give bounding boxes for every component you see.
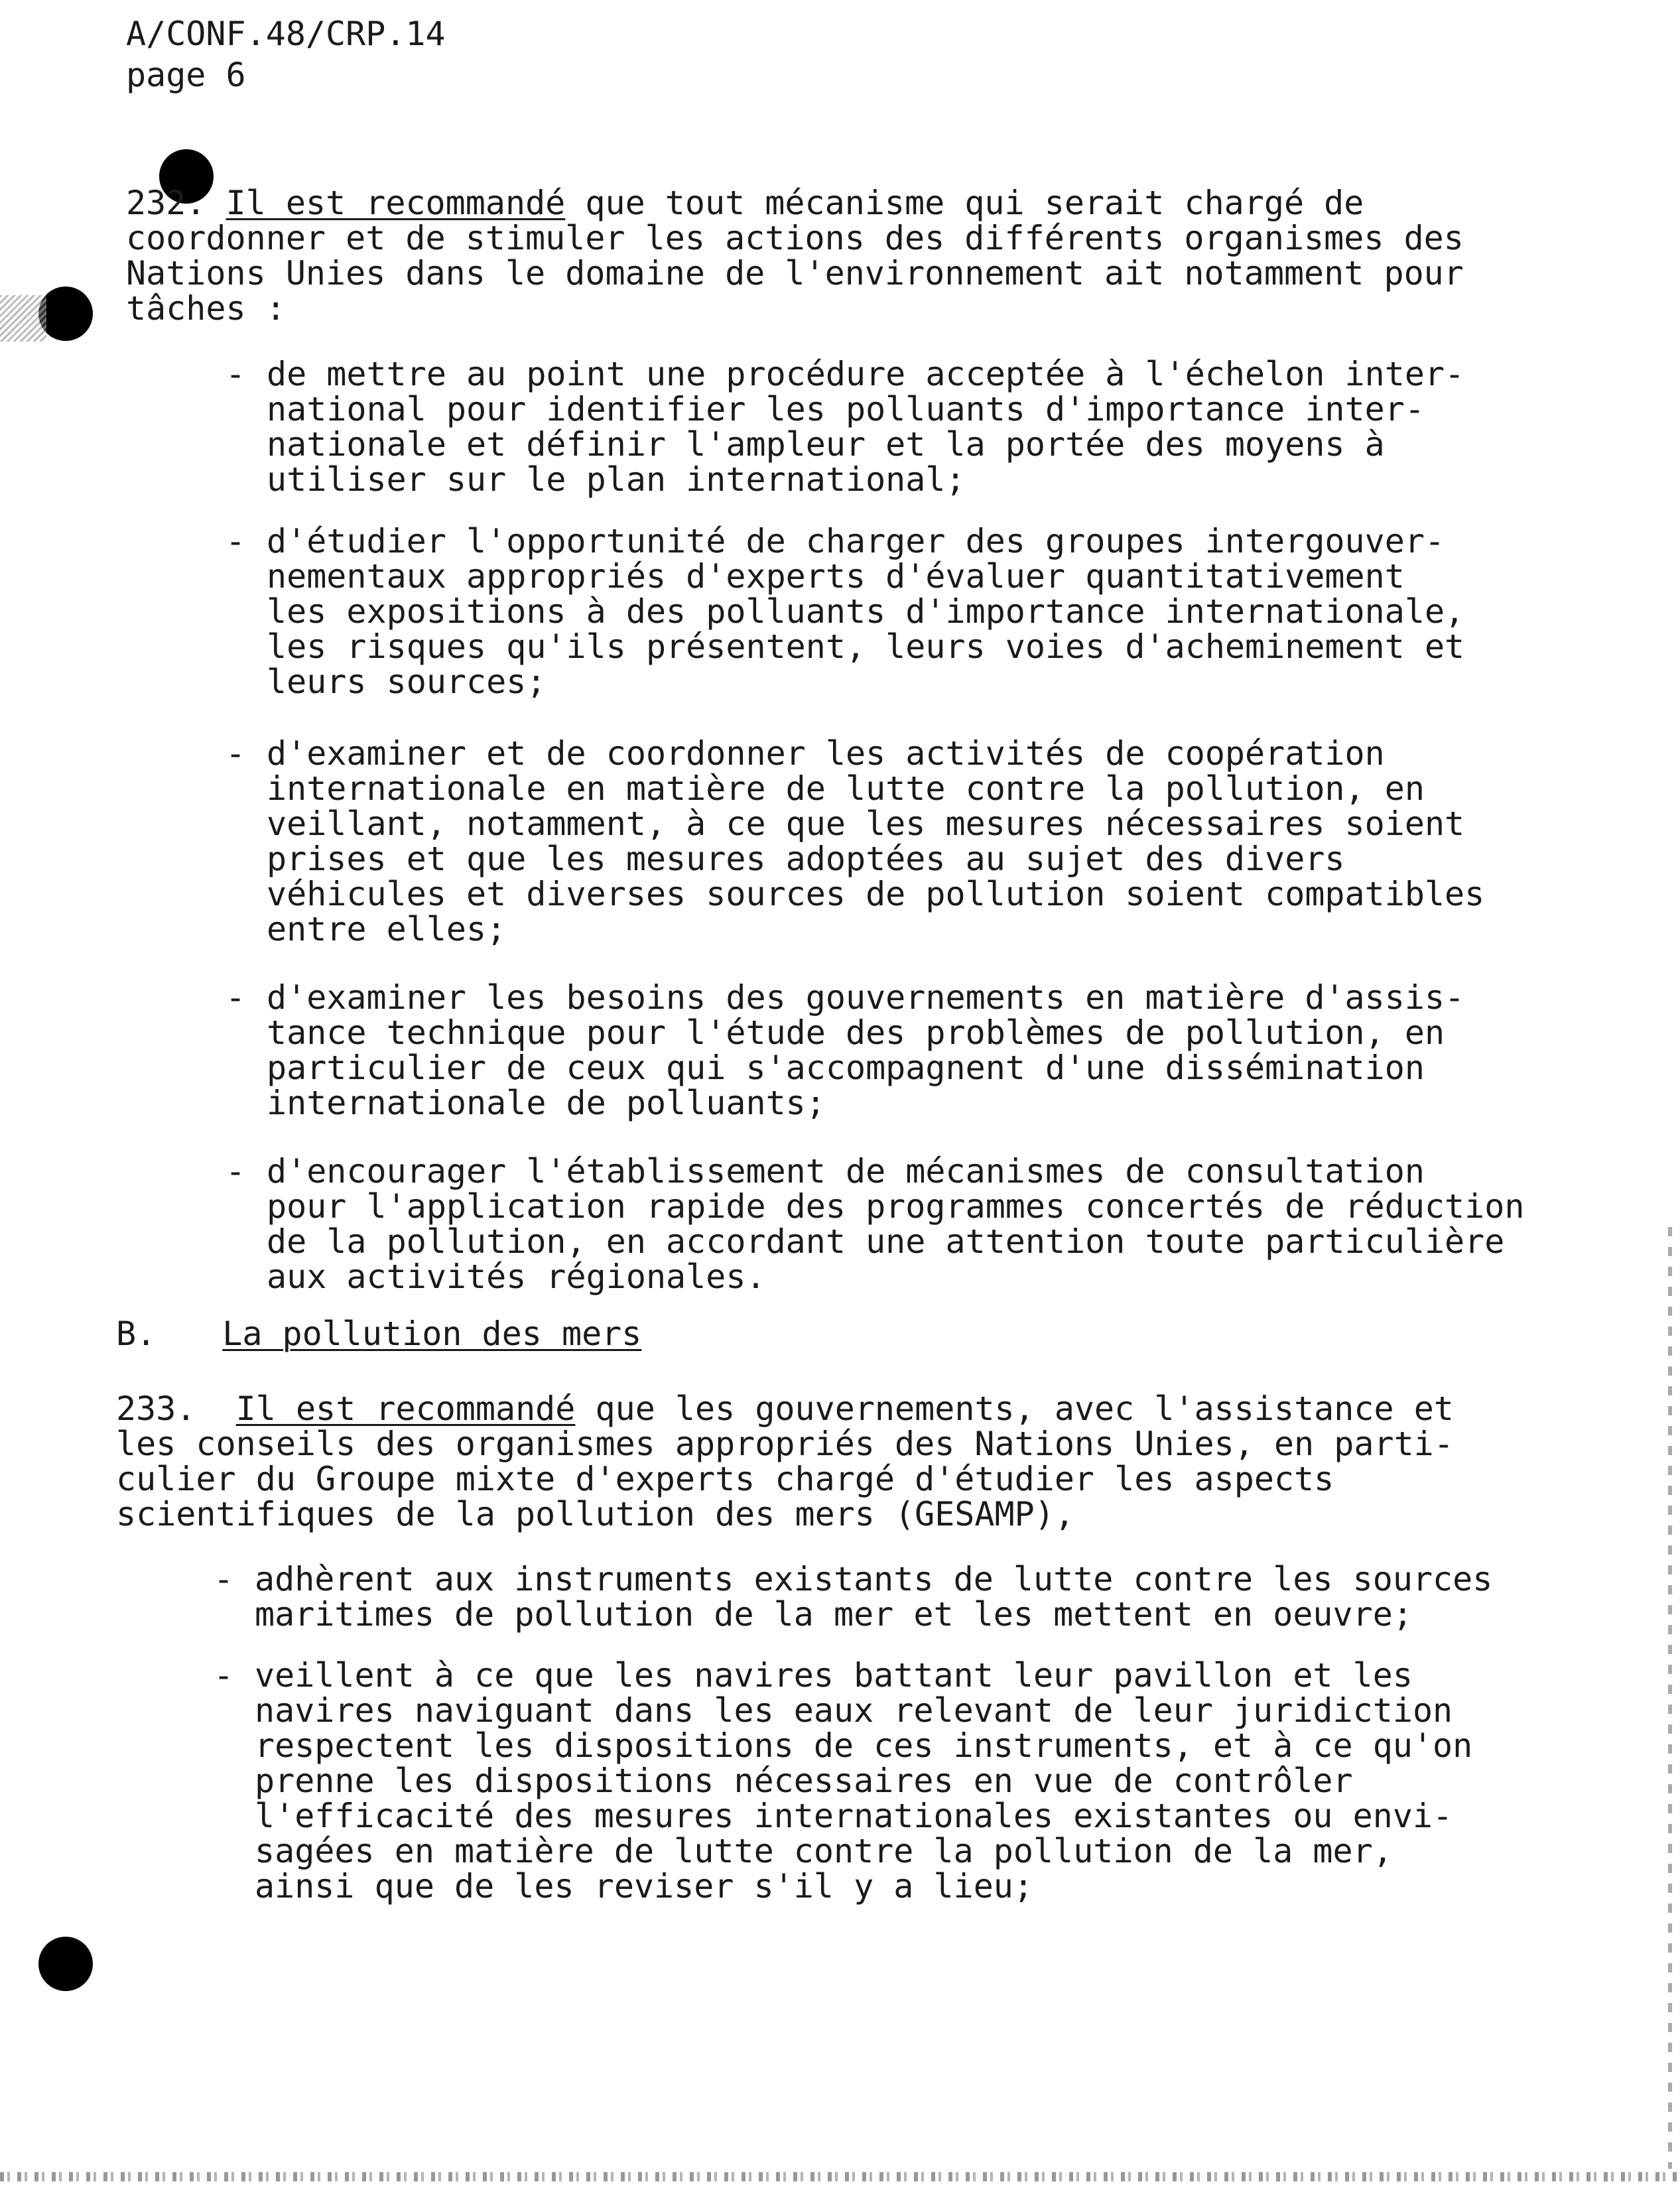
punch-hole-middle xyxy=(38,287,93,341)
list-dash: - xyxy=(226,355,246,393)
paragraph-232-line-2: coordonner et de stimuler les actions des différents organismes des xyxy=(126,219,1464,257)
list-item-232-b: - d'étudier l'opportunité de charger des groupes intergouver- nementaux appropriés d'experts d'évaluer quantitativement les expositions à des polluants d'importance internationale, les risques qu'ils présentent, leurs voies d'acheminement et leurs sources; xyxy=(226,522,1465,701)
scan-bottom-artifact xyxy=(0,2172,1680,2181)
document-header xyxy=(126,13,446,96)
paragraph-232-line-4: tâches : xyxy=(126,289,286,328)
section-letter: B. xyxy=(116,1315,157,1353)
list-item-233-b: - veillent à ce que les navires battant leur pavillon et les navires naviguant dans les eaux relevant de leur juridiction respectent les dispositions de ces instruments, et à ce qu'on prenne les dispositions nécessaires en vue de contrôler l'efficacité des mesures internationales existantes ou envi- sagées en matière de lutte contre la pollution de la mer, ainsi que de les reviser s'il y a lieu; xyxy=(214,1656,1473,1905)
paragraph-232-lead: Il est recommandé xyxy=(226,184,566,222)
list-dash: - xyxy=(226,1152,246,1191)
section-b-heading xyxy=(116,1317,641,1352)
scan-edge-artifact xyxy=(1668,1227,1672,2169)
paragraph-233-line-2: les conseils des organismes appropriés des Nations Unies, en parti- xyxy=(116,1425,1454,1463)
paragraph-233-lead: Il est recommandé xyxy=(235,1389,576,1428)
paragraph-232-number: 232. xyxy=(126,184,206,222)
paragraph-233-line-1: 233. Il est recommandé que les gouvernements, avec l'assistance et xyxy=(116,1389,1454,1428)
list-dash: - xyxy=(226,734,246,773)
list-item-232-e: - d'encourager l'établissement de mécanismes de consultation pour l'application rapide des programmes concertés de réduction de la pollution, en accordant une attention toute particulière aux activités régionales. xyxy=(226,1152,1525,1296)
page-number: page 6 xyxy=(126,56,246,94)
punch-hole-bottom xyxy=(38,1937,93,1991)
list-item-233-a: - adhèrent aux instruments existants de lutte contre les sources maritimes de pollution de la mer et les mettent en oeuvre; xyxy=(214,1560,1493,1634)
paragraph-232-line-1: 232. Il est recommandé que tout mécanisme qui serait chargé de xyxy=(126,184,1364,222)
list-dash: - xyxy=(226,522,246,560)
list-dash: - xyxy=(226,978,246,1017)
list-item-232-d: - d'examiner les besoins des gouvernements en matière d'assis- tance technique pour l'étude des problèmes de pollution, en particulier de ceux qui s'accompagnent d'une dissémination internationale de polluants; xyxy=(226,978,1465,1122)
document-symbol: A/CONF.48/CRP.14 xyxy=(126,15,446,53)
list-item-232-c: - d'examiner et de coordonner les activités de coopération internationale en matière de lutte contre la pollution, en veillant, notamment, à ce que les mesures nécessaires soient prises et que les mesures adoptées au sujet des divers véhicules et diverses sources de pollution soient compatibles entre elles; xyxy=(226,734,1485,948)
paragraph-233 xyxy=(116,1391,1454,1532)
list-item-232-a: - de mettre au point une procédure acceptée à l'échelon inter- national pour identifier les polluants d'importance inter- nationale et définir l'ampleur et la portée des moyens à utiliser sur le plan international; xyxy=(226,355,1465,499)
paragraph-232 xyxy=(126,186,1464,326)
section-title: La pollution des mers xyxy=(222,1315,642,1353)
list-dash: - xyxy=(214,1656,234,1695)
scan-smudge xyxy=(0,295,46,342)
paragraph-233-line-4: scientifiques de la pollution des mers (GESAMP), xyxy=(116,1495,1074,1533)
list-dash: - xyxy=(214,1560,234,1598)
paragraph-232-line-3: Nations Unies dans le domaine de l'environnement ait notamment pour xyxy=(126,254,1464,292)
paragraph-233-number: 233. xyxy=(116,1389,196,1428)
paragraph-233-line-3: culier du Groupe mixte d'experts chargé d'étudier les aspects xyxy=(116,1460,1334,1498)
